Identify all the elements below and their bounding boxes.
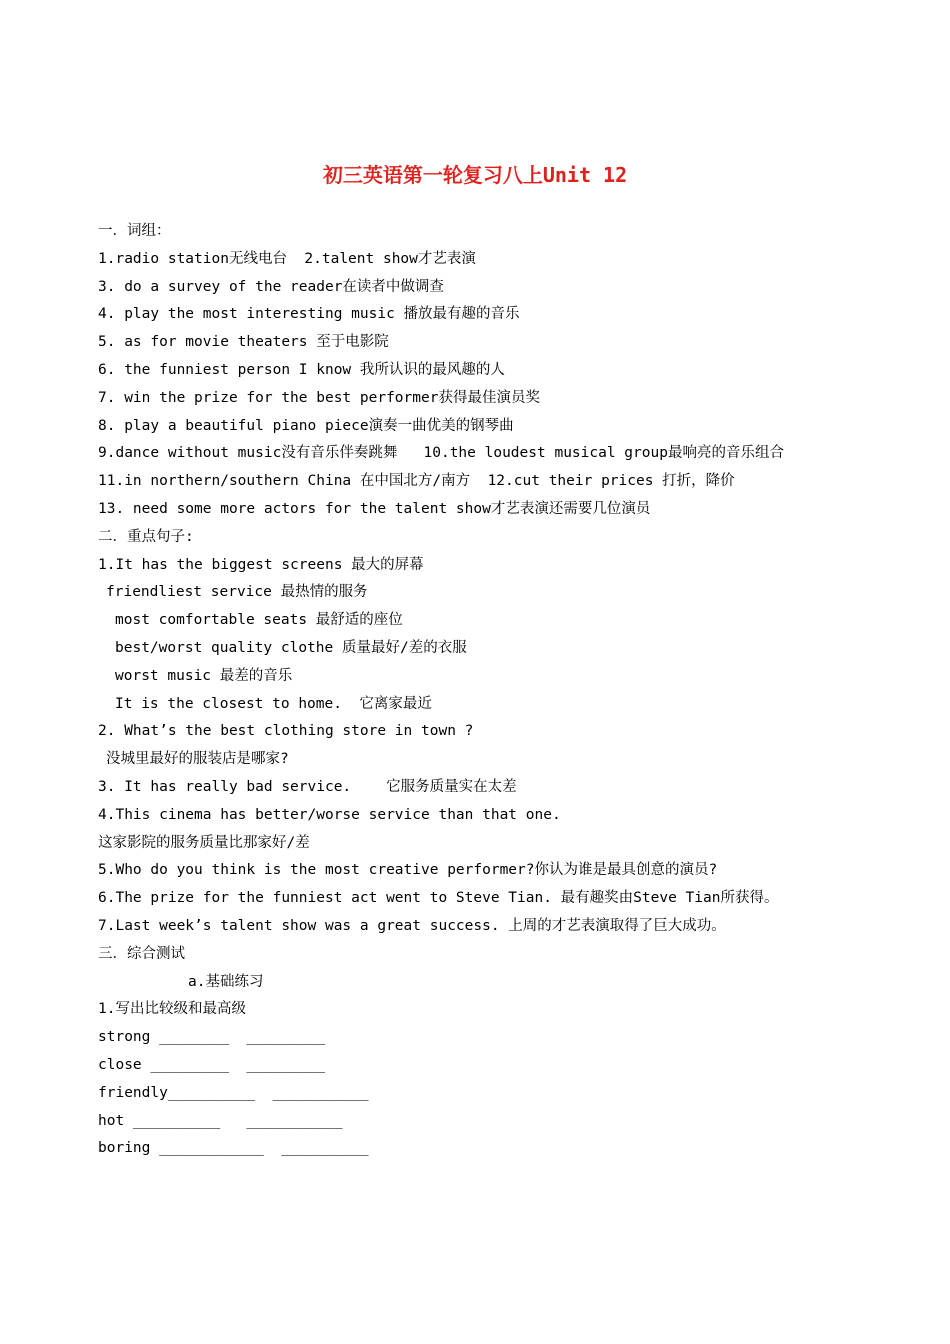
sentence-item: It is the closest to home. 它离家最近	[115, 695, 432, 712]
sentence-item: 6.The prize for the funniest act went to Steve Tian. 最有趣奖由Steve Tian所获得。	[98, 890, 779, 907]
phrase-item: 4. play the most interesting music 播放最有趣的音乐	[98, 306, 520, 323]
phrase-item: 5. as for movie theaters 至于电影院	[98, 334, 389, 351]
exercise-blank-line: friendly__________ ___________	[98, 1084, 369, 1101]
phrase-item: 8. play a beautiful piano piece演奏一曲优美的钢琴曲	[98, 417, 514, 434]
phrase-item: 7. win the prize for the best performer获得最佳演员奖	[98, 389, 540, 406]
sentence-item: 1.It has the biggest screens 最大的屏幕	[98, 556, 424, 573]
phrase-item: 13. need some more actors for the talent show才艺表演还需要几位演员	[98, 500, 651, 517]
exercise-blank-line: close _________ _________	[98, 1056, 325, 1073]
sentence-item: best/worst quality clothe 质量最好/差的衣服	[115, 639, 467, 656]
phrase-item: 6. the funniest person I know 我所认识的最风趣的人	[98, 361, 505, 378]
exercise-blank-line: hot __________ ___________	[98, 1112, 343, 1129]
phrase-item: 11.in northern/southern China 在中国北方/南方 12.cut their prices 打折，降价	[98, 473, 735, 490]
sentence-item: 7.Last week’s talent show was a great success. 上周的才艺表演取得了巨大成功。	[98, 917, 726, 934]
sentence-item: most comfortable seats 最舒适的座位	[115, 612, 403, 629]
sentence-translation: 没城里最好的服装店是哪家?	[106, 751, 289, 768]
sentence-translation: 这家影院的服务质量比那家好/差	[98, 834, 310, 851]
exercise-instruction: 1.写出比较级和最高级	[98, 1001, 246, 1018]
phrase-item: 3. do a survey of the reader在读者中做调查	[98, 278, 444, 295]
sentence-item: worst music 最差的音乐	[115, 667, 293, 684]
section-heading-phrases: 一．词组：	[98, 223, 171, 239]
exercise-blank-line: strong ________ _________	[98, 1029, 325, 1046]
phrase-item: 1.radio station无线电台 2.talent show才艺表演	[98, 250, 476, 267]
phrase-item: 9.dance without music没有音乐伴奏跳舞 10.the loudest musical group最响亮的音乐组合	[98, 445, 784, 462]
sentence-item: 2. What’s the best clothing store in town ?	[98, 723, 474, 740]
subsection-heading: a.基础练习	[188, 973, 264, 990]
page-title: 初三英语第一轮复习八上Unit 12	[322, 163, 628, 187]
sentence-item: 4.This cinema has better/worse service than that one.	[98, 806, 561, 823]
sentence-item: 5.Who do you think is the most creative performer?你认为谁是最具创意的演员?	[98, 862, 718, 879]
exercise-blank-line: boring ____________ __________	[98, 1140, 369, 1157]
section-heading-test: 三．综合测试	[98, 945, 185, 962]
sentence-item: 3. It has really bad service. 它服务质量实在太差	[98, 778, 517, 795]
sentence-item: friendliest service 最热情的服务	[106, 584, 368, 601]
section-heading-sentences: 二．重点句子:	[98, 528, 194, 545]
document-body	[98, 218, 898, 1163]
